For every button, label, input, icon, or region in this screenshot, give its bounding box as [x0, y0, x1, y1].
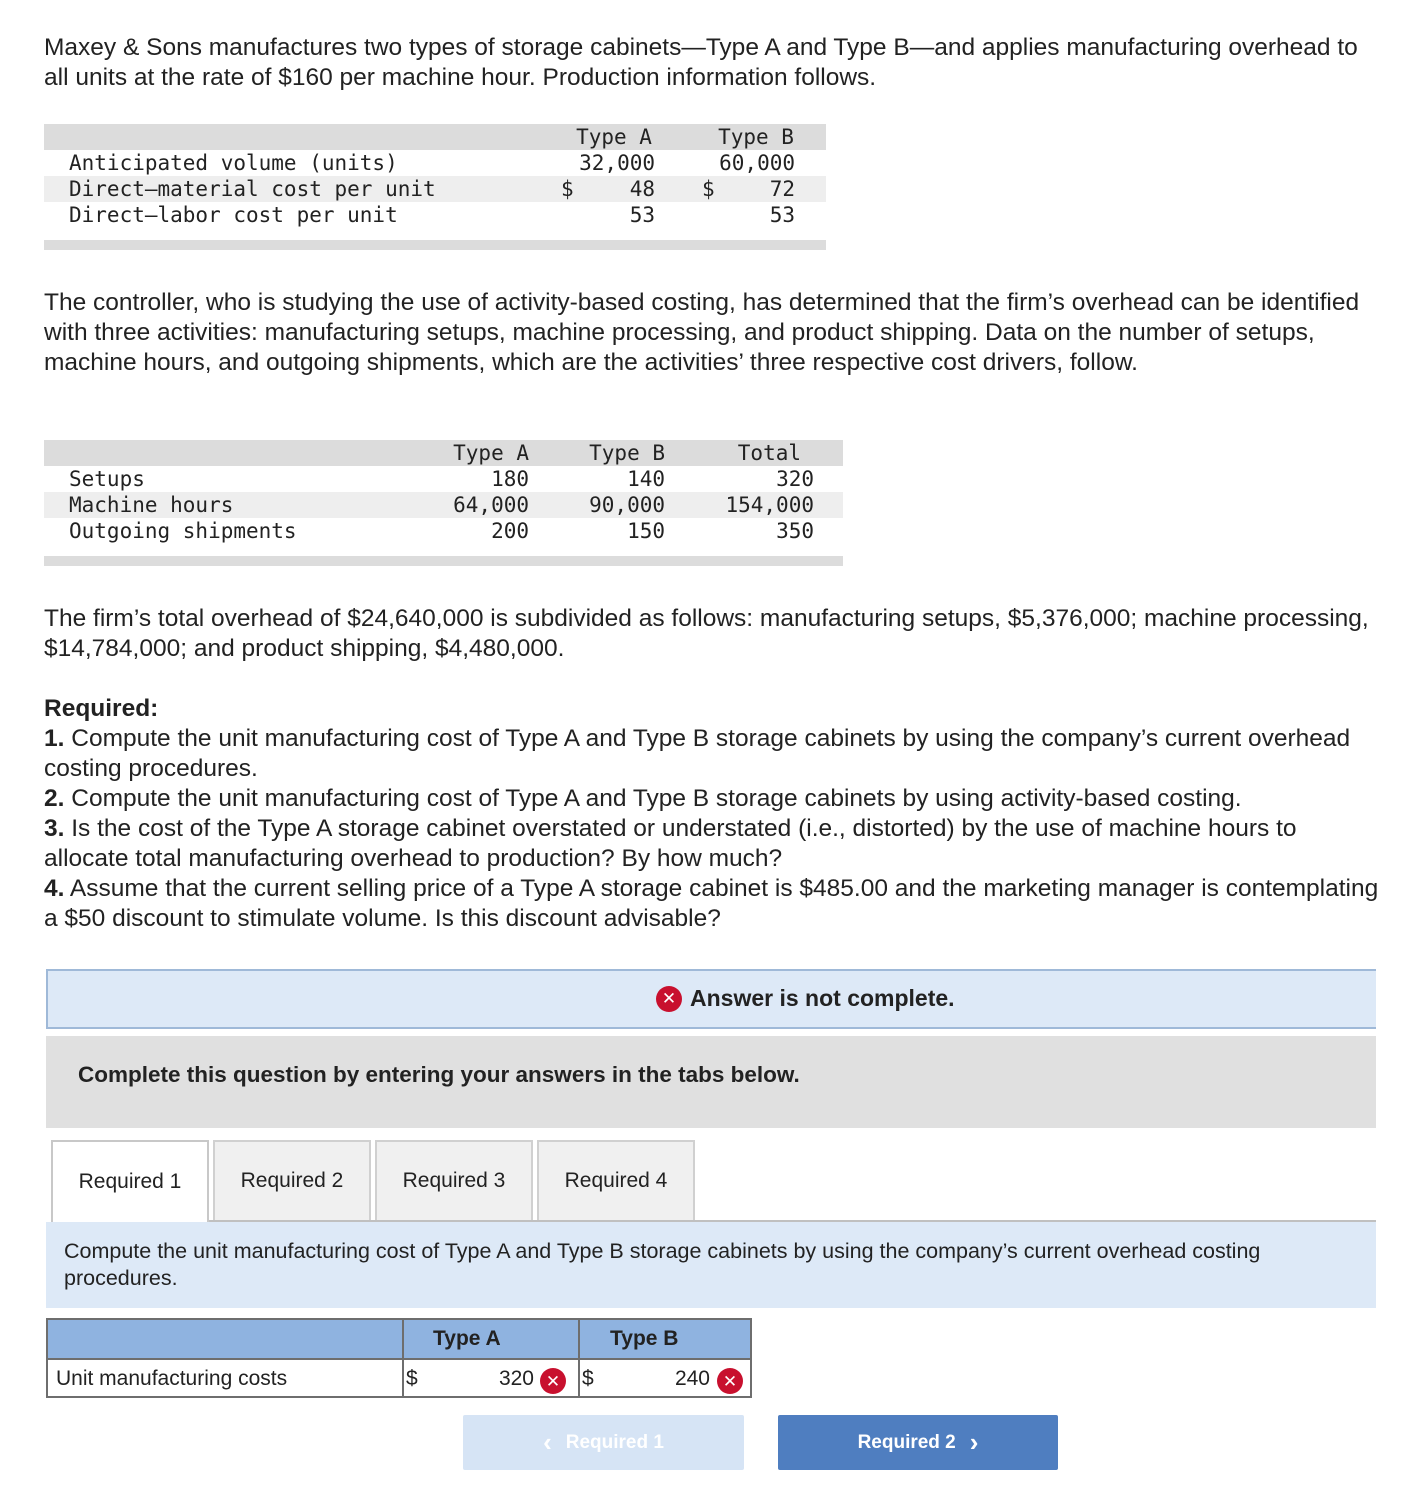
tab-required-2[interactable]: Required 2 — [213, 1140, 371, 1220]
item-number: 1. — [44, 725, 65, 752]
col-header-type-a: Type A — [576, 125, 652, 149]
incorrect-x-icon: ✕ — [717, 1368, 743, 1394]
row-label: Machine hours — [69, 493, 234, 517]
value-type-b: 53 — [769, 203, 795, 227]
required-item-1 — [44, 724, 1384, 784]
required-item-3 — [44, 814, 1384, 874]
value-type-b: 72 — [769, 177, 795, 201]
value-type-a: 200 — [491, 519, 529, 543]
row-label: Direct–labor cost per unit — [69, 203, 398, 227]
value-type-a: 64,000 — [453, 493, 529, 517]
chevron-right-icon: › — [969, 1427, 979, 1457]
col-header-type-b: Type B — [610, 1327, 679, 1350]
tab-required-1[interactable]: Required 1 — [51, 1140, 209, 1222]
row-label: Anticipated volume (units) — [69, 151, 398, 175]
value-type-a: 48 — [629, 177, 655, 201]
error-x-icon: ✕ — [656, 986, 682, 1012]
row-label: Direct–material cost per unit — [69, 177, 436, 201]
currency-type-b: $ — [702, 177, 715, 201]
item-text: Compute the unit manufacturing cost of Type A and Type B storage cabinets by using the company’s current overhead costing procedures. — [44, 725, 1351, 782]
tab-panel-prompt — [46, 1222, 1376, 1308]
row-label: Outgoing shipments — [69, 519, 297, 543]
unit-cost-type-b-input[interactable]: 240 — [674, 1367, 710, 1390]
overhead-text: The firm’s total overhead of $24,640,000 is subdivided as follows: manufacturing setups, $5,376,000; machine processing, $14,784,000; and product shipping, $4,480,000. — [44, 605, 1369, 662]
next-button-label: Required 2 — [857, 1431, 956, 1453]
unit-cost-type-a-input[interactable]: 320 — [498, 1367, 534, 1390]
value-type-b: 60,000 — [719, 151, 795, 175]
col-header-type-b: Type B — [718, 125, 794, 149]
chevron-left-icon: ‹ — [543, 1427, 552, 1457]
required-section — [44, 694, 1384, 934]
currency-type-a: $ — [406, 1367, 418, 1390]
answer-status-banner — [46, 969, 1376, 1029]
col-header-total: Total — [737, 441, 801, 465]
col-header-type-b: Type B — [589, 441, 665, 465]
currency-type-b: $ — [582, 1367, 594, 1390]
prev-required-1-button[interactable] — [463, 1415, 744, 1470]
value-type-b: 140 — [627, 467, 665, 491]
value-type-a: 32,000 — [579, 151, 655, 175]
value-total: 320 — [776, 467, 814, 491]
item-number: 2. — [44, 785, 65, 812]
required-item-4 — [44, 874, 1384, 934]
instruction-text: Complete this question by entering your answers in the tabs below. — [78, 1062, 800, 1087]
instruction-bar — [46, 1036, 1376, 1128]
item-text: Is the cost of the Type A storage cabinet overstated or understated (i.e., distorted) by the use of machine hours to allocate total manufacturing overhead to production? By how much? — [44, 815, 1297, 872]
value-type-b: 90,000 — [589, 493, 665, 517]
incorrect-x-icon: ✕ — [540, 1368, 566, 1394]
required-item-2 — [44, 784, 1384, 814]
cost-driver-table — [44, 440, 843, 566]
value-type-a: 53 — [629, 203, 655, 227]
col-header-type-a: Type A — [433, 1327, 501, 1350]
required-heading: Required: — [44, 695, 159, 722]
value-type-a: 180 — [491, 467, 529, 491]
tab-required-4[interactable]: Required 4 — [537, 1140, 695, 1220]
prev-button-label: Required 1 — [565, 1431, 664, 1453]
col-header-type-a: Type A — [453, 441, 529, 465]
controller-text: The controller, who is studying the use of activity-based costing, has determined that the firm’s overhead can be identified with three activities: manufacturing setups, machine processing, and product shipping. Data on the number of setups, machine hours, and outgoing shipments, which are the activities’ three respective cost drivers, follow. — [44, 289, 1360, 376]
value-type-b: 150 — [627, 519, 665, 543]
currency-type-a: $ — [561, 177, 574, 201]
answer-status-text: Answer is not complete. — [690, 985, 955, 1011]
next-required-2-button[interactable] — [778, 1415, 1058, 1470]
value-total: 350 — [776, 519, 814, 543]
item-number: 3. — [44, 815, 65, 842]
production-table — [44, 124, 826, 250]
prompt-line-2: procedures. — [64, 1266, 178, 1290]
answer-table — [46, 1318, 752, 1398]
item-text: Compute the unit manufacturing cost of Type A and Type B storage cabinets by using activity-based costing. — [71, 785, 1242, 812]
item-number: 4. — [44, 875, 65, 902]
row-label: Setups — [69, 467, 145, 491]
item-text: Assume that the current selling price of a Type A storage cabinet is $485.00 and the marketing manager is contemplating a $50 discount to stimulate volume. Is this discount advisable? — [44, 875, 1379, 932]
tab-required-3[interactable]: Required 3 — [375, 1140, 533, 1220]
unit-cost-label: Unit manufacturing costs — [56, 1367, 288, 1390]
value-total: 154,000 — [725, 493, 814, 517]
intro-text: Maxey & Sons manufactures two types of storage cabinets—Type A and Type B—and applies manufacturing overhead to all units at the rate of $160 per machine hour. Production information follows. — [44, 34, 1358, 91]
prompt-line-1: Compute the unit manufacturing cost of Type A and Type B storage cabinets by using the company’s current overhead costing — [64, 1239, 1261, 1263]
